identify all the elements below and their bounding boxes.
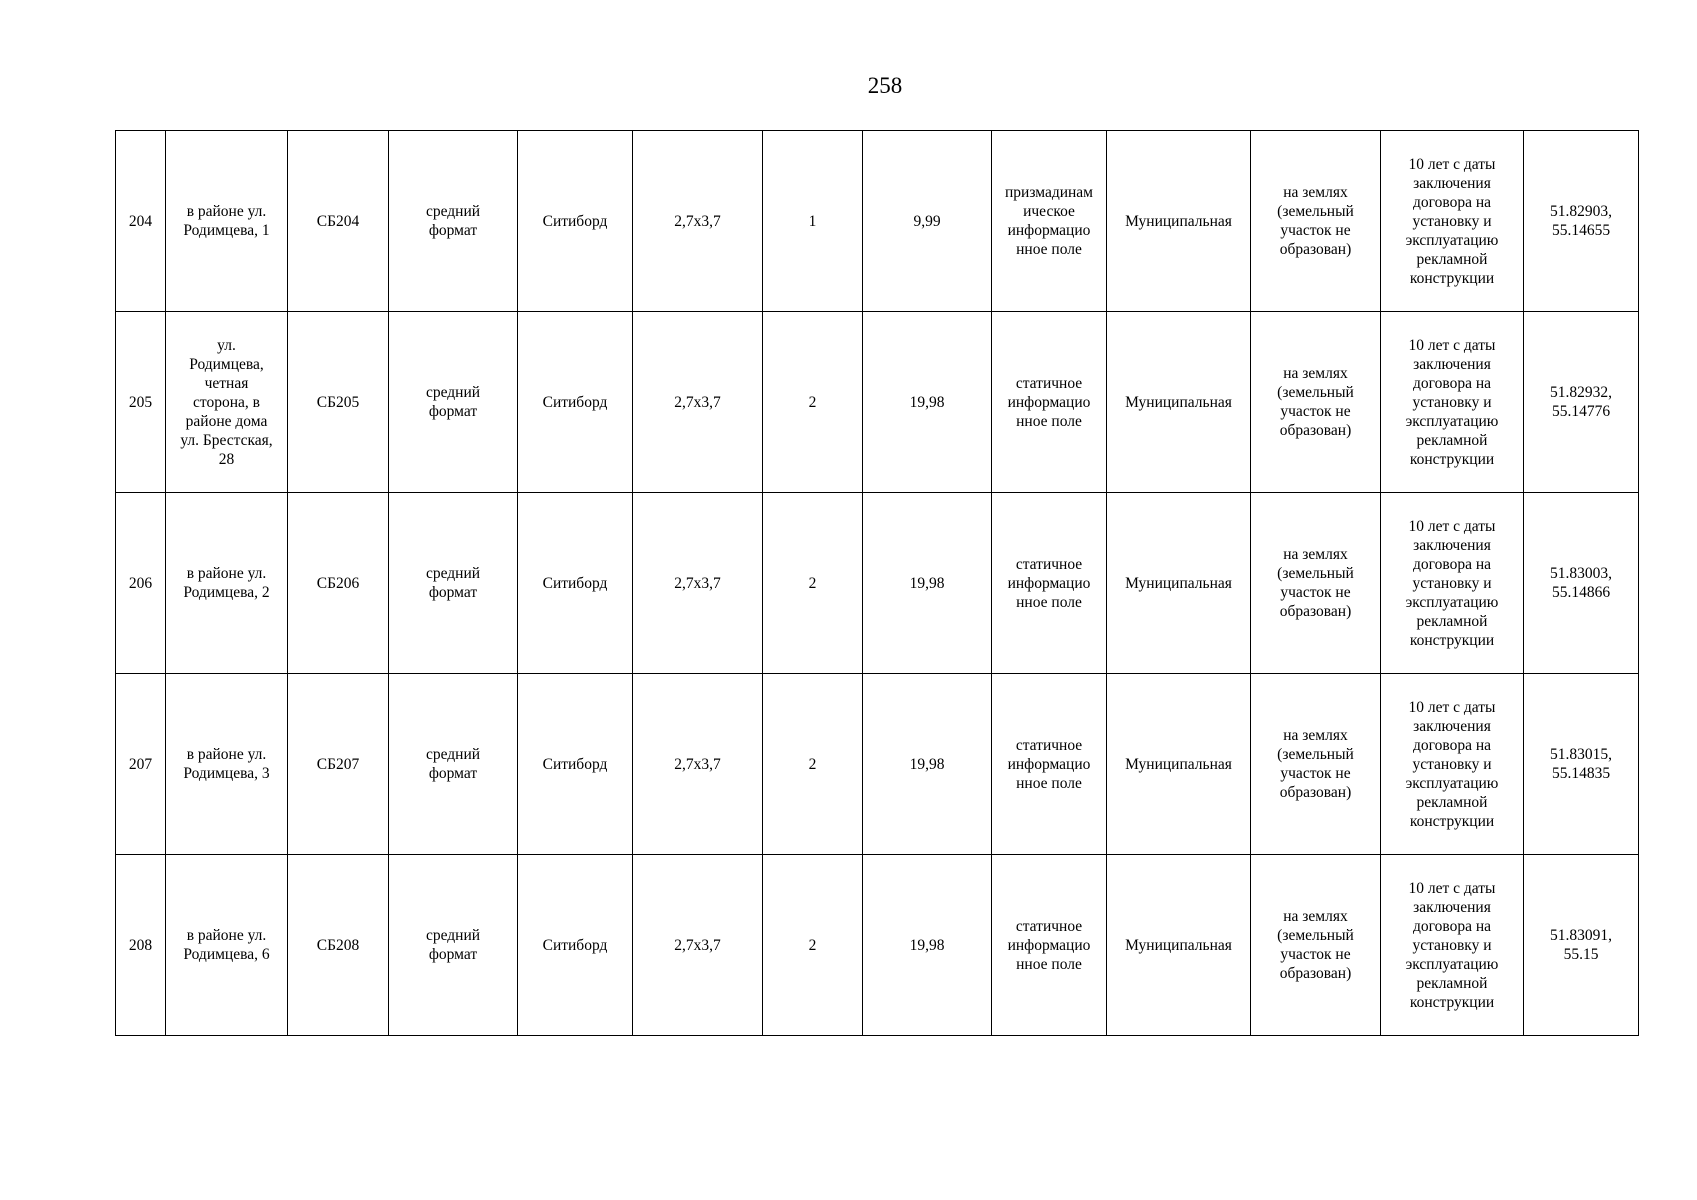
cell-code: СБ208 <box>288 855 389 1036</box>
cell-land: на землях (земельный участок не образован) <box>1251 855 1381 1036</box>
cell-code: СБ207 <box>288 674 389 855</box>
cell-coordinates: 51.83003, 55.14866 <box>1524 493 1639 674</box>
cell-location: в районе ул. Родимцева, 1 <box>166 131 288 312</box>
cell-land: на землях (земельный участок не образован) <box>1251 131 1381 312</box>
cell-area: 19,98 <box>863 493 992 674</box>
cell-coordinates: 51.83091, 55.15 <box>1524 855 1639 1036</box>
cell-coordinates: 51.83015, 55.14835 <box>1524 674 1639 855</box>
cell-size: 2,7x3,7 <box>633 493 763 674</box>
cell-format: средний формат <box>389 312 518 493</box>
cell-type: Ситиборд <box>518 131 633 312</box>
cell-location: в районе ул. Родимцева, 6 <box>166 855 288 1036</box>
cell-location: ул. Родимцева, четная сторона, в районе дома ул. Брестская, 28 <box>166 312 288 493</box>
cell-size: 2,7x3,7 <box>633 131 763 312</box>
cell-field: статичное информацио нное поле <box>992 855 1107 1036</box>
cell-term: 10 лет с даты заключения договора на установку и эксплуатацию рекламной конструкции <box>1381 493 1524 674</box>
cell-field: призмадинам ическое информацио нное поле <box>992 131 1107 312</box>
cell-format: средний формат <box>389 855 518 1036</box>
cell-code: СБ206 <box>288 493 389 674</box>
cell-size: 2,7x3,7 <box>633 674 763 855</box>
cell-sides: 2 <box>763 855 863 1036</box>
cell-sides: 2 <box>763 674 863 855</box>
cell-ownership: Муниципальная <box>1107 312 1251 493</box>
table-body <box>116 131 1639 1036</box>
cell-term: 10 лет с даты заключения договора на установку и эксплуатацию рекламной конструкции <box>1381 131 1524 312</box>
cell-number: 207 <box>116 674 166 855</box>
cell-number: 205 <box>116 312 166 493</box>
table-row <box>116 855 1639 1036</box>
cell-code: СБ205 <box>288 312 389 493</box>
cell-field: статичное информацио нное поле <box>992 674 1107 855</box>
cell-code: СБ204 <box>288 131 389 312</box>
cell-type: Ситиборд <box>518 493 633 674</box>
cell-number: 206 <box>116 493 166 674</box>
cell-number: 208 <box>116 855 166 1036</box>
cell-type: Ситиборд <box>518 855 633 1036</box>
cell-sides: 2 <box>763 312 863 493</box>
cell-area: 19,98 <box>863 855 992 1036</box>
cell-sides: 1 <box>763 131 863 312</box>
cell-format: средний формат <box>389 131 518 312</box>
cell-size: 2,7x3,7 <box>633 312 763 493</box>
table-row <box>116 131 1639 312</box>
cell-format: средний формат <box>389 674 518 855</box>
cell-coordinates: 51.82932, 55.14776 <box>1524 312 1639 493</box>
cell-type: Ситиборд <box>518 674 633 855</box>
cell-ownership: Муниципальная <box>1107 493 1251 674</box>
cell-coordinates: 51.82903, 55.14655 <box>1524 131 1639 312</box>
cell-area: 19,98 <box>863 312 992 493</box>
cell-type: Ситиборд <box>518 312 633 493</box>
cell-size: 2,7x3,7 <box>633 855 763 1036</box>
cell-ownership: Муниципальная <box>1107 855 1251 1036</box>
cell-area: 9,99 <box>863 131 992 312</box>
cell-term: 10 лет с даты заключения договора на установку и эксплуатацию рекламной конструкции <box>1381 674 1524 855</box>
page-number: 258 <box>867 73 903 98</box>
cell-area: 19,98 <box>863 674 992 855</box>
cell-field: статичное информацио нное поле <box>992 312 1107 493</box>
cell-term: 10 лет с даты заключения договора на установку и эксплуатацию рекламной конструкции <box>1381 855 1524 1036</box>
advertising-structures-table <box>115 130 1639 1036</box>
cell-ownership: Муниципальная <box>1107 131 1251 312</box>
table-row <box>116 674 1639 855</box>
table-row <box>116 493 1639 674</box>
cell-sides: 2 <box>763 493 863 674</box>
cell-land: на землях (земельный участок не образован) <box>1251 674 1381 855</box>
cell-number: 204 <box>116 131 166 312</box>
cell-field: статичное информацио нное поле <box>992 493 1107 674</box>
cell-term: 10 лет с даты заключения договора на установку и эксплуатацию рекламной конструкции <box>1381 312 1524 493</box>
cell-location: в районе ул. Родимцева, 3 <box>166 674 288 855</box>
cell-location: в районе ул. Родимцева, 2 <box>166 493 288 674</box>
table-row <box>116 312 1639 493</box>
cell-format: средний формат <box>389 493 518 674</box>
cell-land: на землях (земельный участок не образован) <box>1251 493 1381 674</box>
cell-land: на землях (земельный участок не образован) <box>1251 312 1381 493</box>
cell-ownership: Муниципальная <box>1107 674 1251 855</box>
